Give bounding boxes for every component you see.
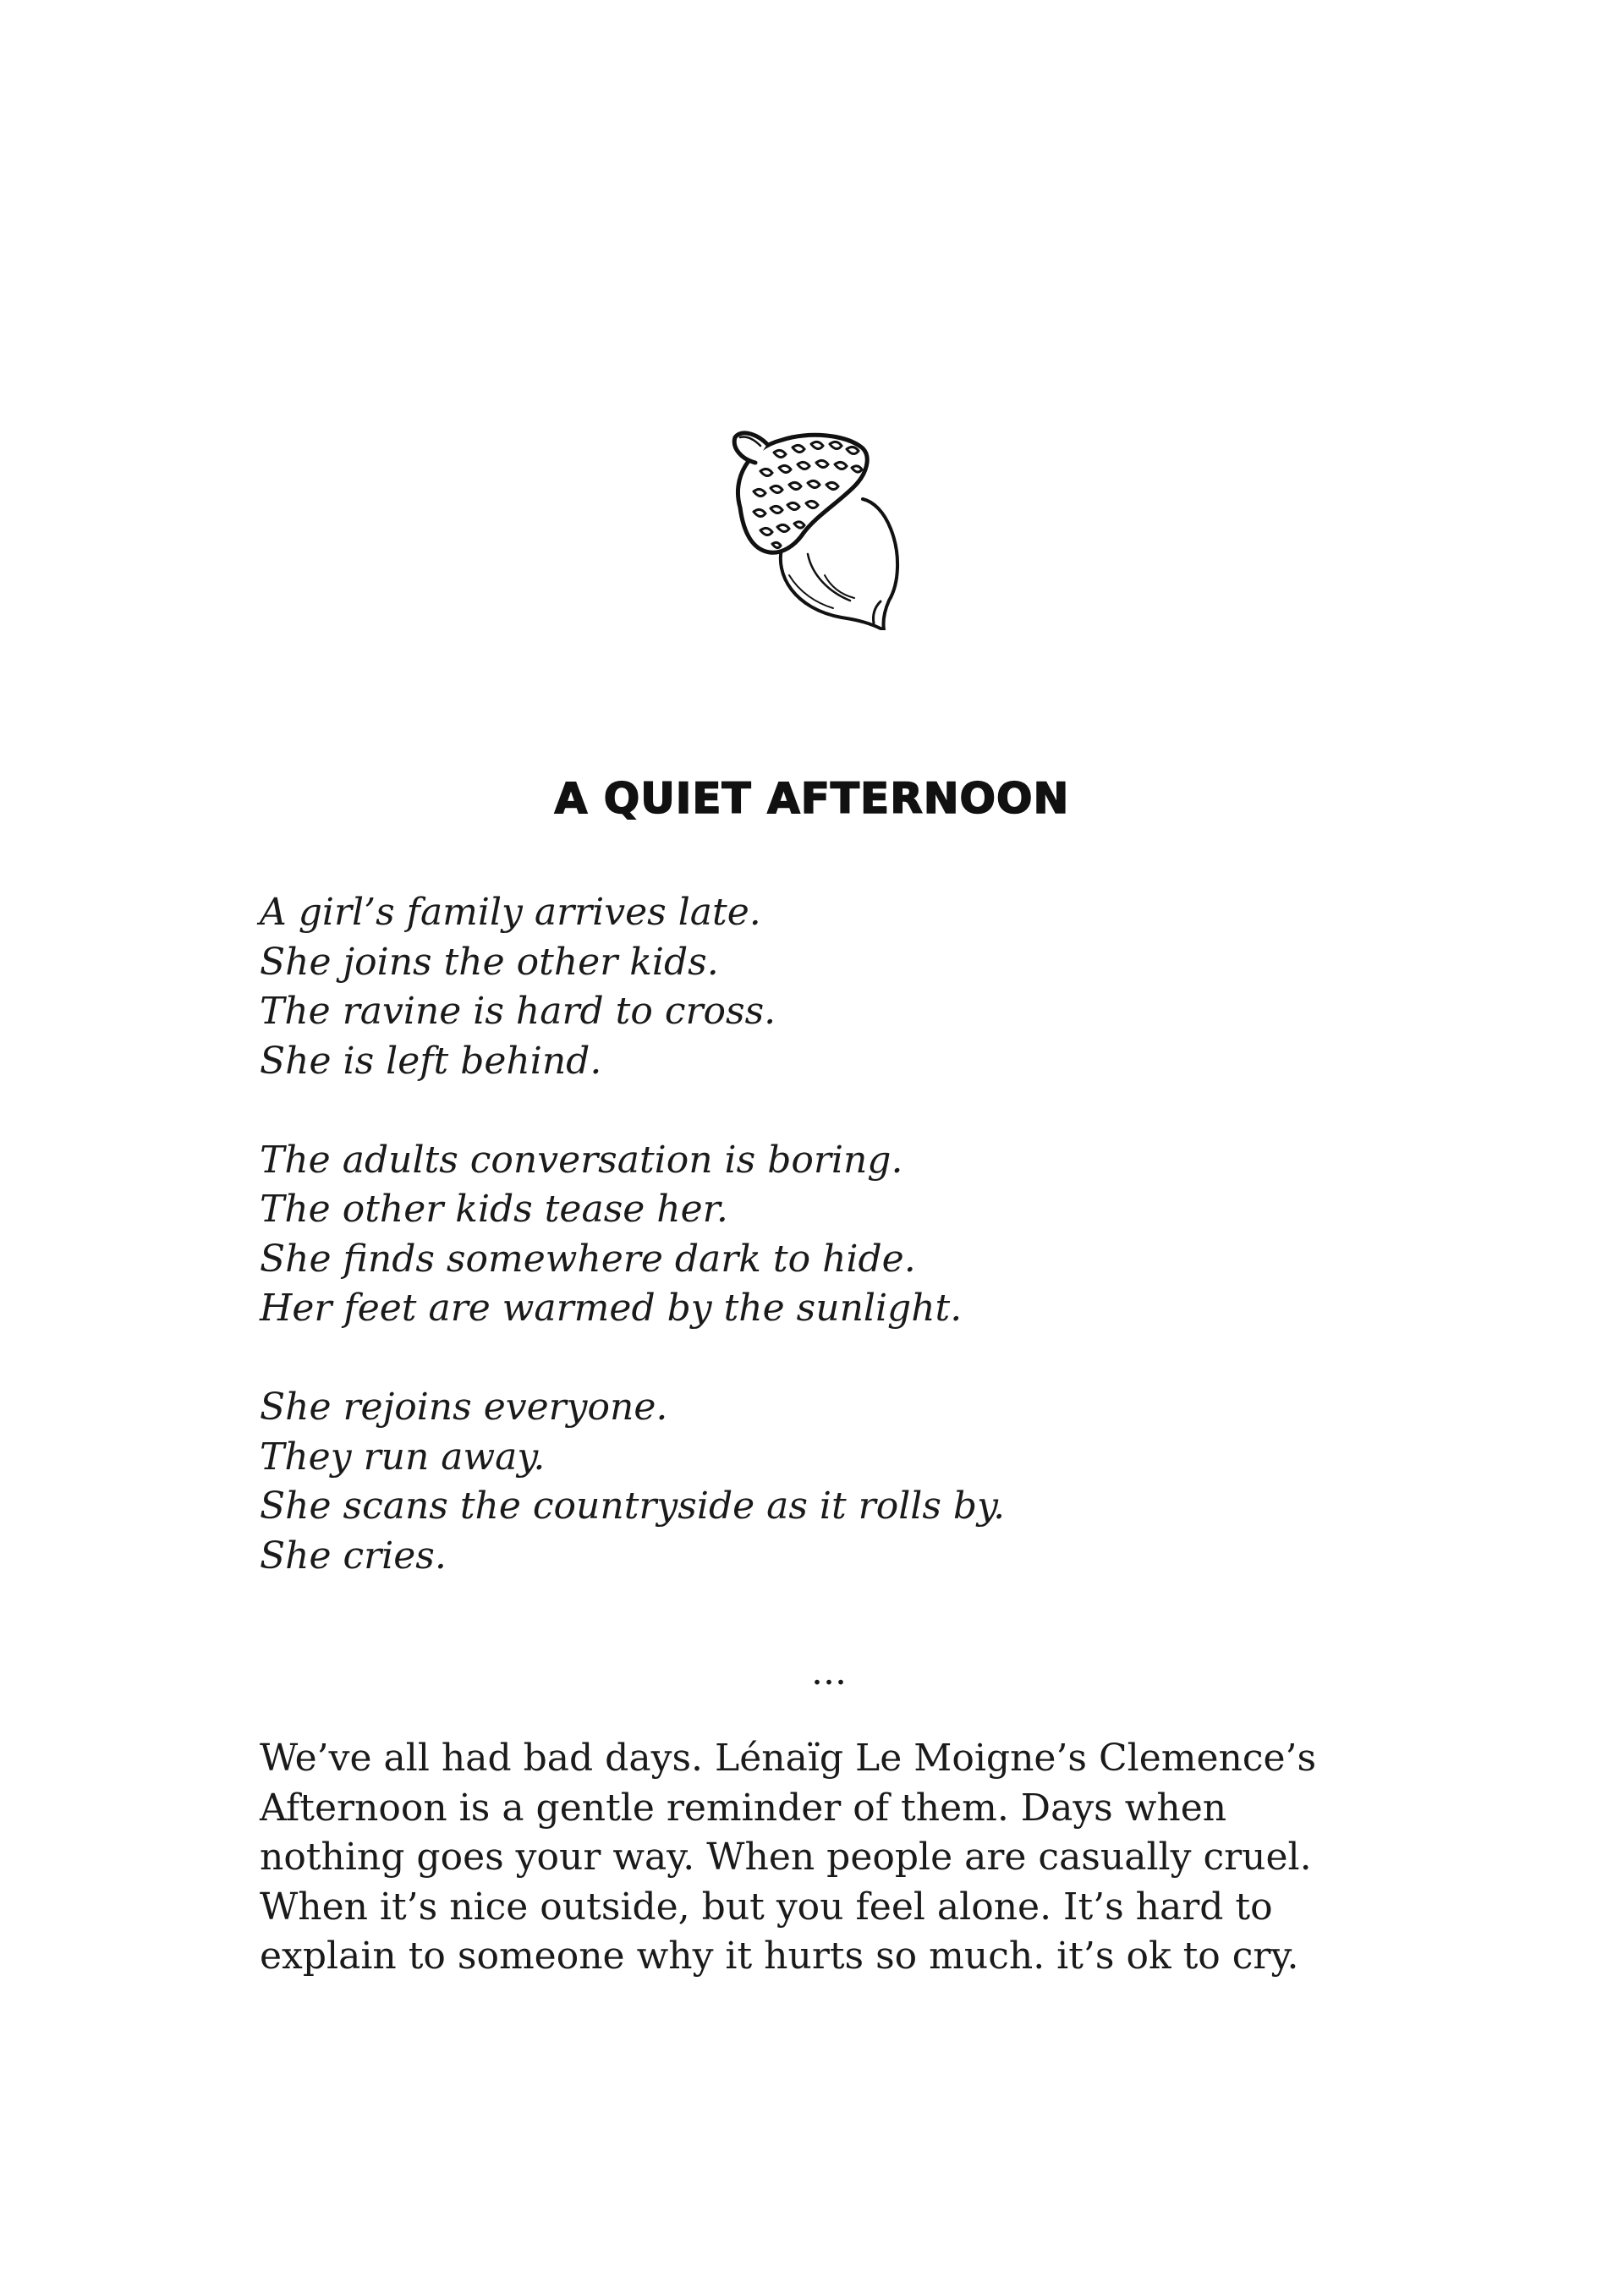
review-line: When it’s nice outside, but you feel alone. It’s hard to [260,1885,1273,1929]
review-line: We’ve all had bad days. Lénaïg Le Moigne’s Clemence’s [260,1737,1317,1780]
poem-line: The adults conversation is boring. [260,1138,903,1182]
poem-line: She finds somewhere dark to hide. [260,1237,916,1281]
poem-line: They run away. [260,1435,546,1479]
page-title: A QUIET AFTERNOON [554,774,1070,823]
review-line: Afternoon is a gentle reminder of them. Days when [260,1786,1227,1830]
poem-stanza [260,888,1444,1086]
section-separator: ... [811,1650,847,1693]
poem-line: The ravine is hard to cross. [260,990,776,1033]
poem-line: Her feet are warmed by the sunlight. [260,1287,963,1330]
poem-line: She joins the other kids. [260,940,719,984]
poem-line: She cries. [260,1534,447,1578]
review-line: nothing goes your way. When people are casually cruel. [260,1836,1312,1879]
poem-line: She scans the countryside as it rolls by. [260,1485,1006,1528]
review-paragraph [260,1734,1418,1982]
poem [260,888,1444,1631]
poem-line: The other kids tease her. [260,1188,728,1231]
acorn-icon [723,427,909,630]
poem-stanza [260,1383,1444,1581]
poem-line: A girl’s family arrives late. [260,891,761,934]
review-line: explain to someone why it hurts so much. it’s ok to cry. [260,1935,1299,1978]
poem-line: She is left behind. [260,1039,602,1083]
poem-stanza [260,1136,1444,1334]
poem-line: She rejoins everyone. [260,1386,668,1429]
